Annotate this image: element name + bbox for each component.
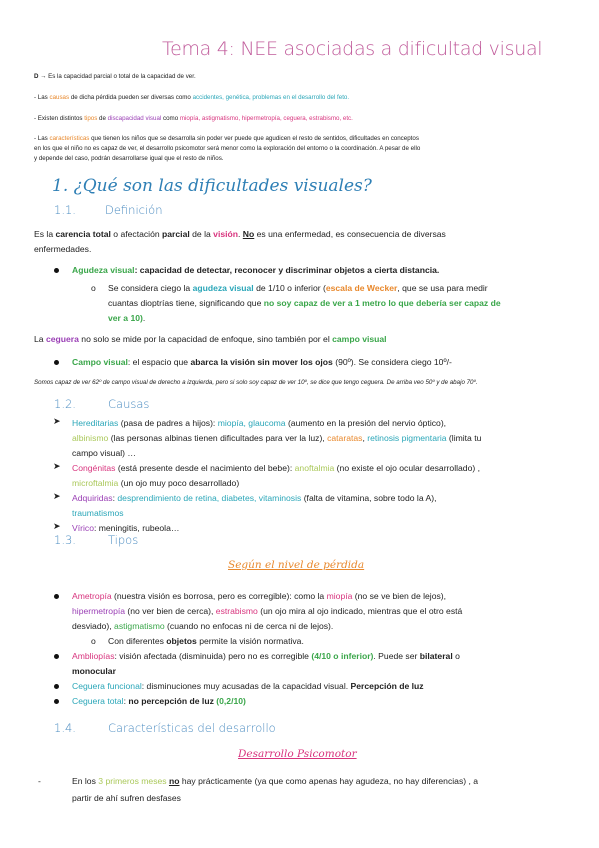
- desarrollo-subheading: Desarrollo Psicomotor: [238, 748, 357, 760]
- causa-virico: Vírico: meningitis, rubeola…: [72, 523, 180, 533]
- ciego-agudeza-line3: ver a 10).: [108, 313, 146, 323]
- tipos-subheading: Según el nivel de pérdida: [228, 559, 365, 571]
- tipo-ametropia-line3: desviado), astigmatismo (cuando no enfocas ni de cerca ni de lejos).: [72, 621, 334, 631]
- arrow-bullet-icon: ➤: [53, 461, 61, 471]
- page-title: Tema 4: NEE asociadas a dificultad visual: [162, 38, 543, 60]
- definition-paragraph-line2: enfermedades.: [34, 244, 92, 254]
- bullet-dot: [54, 699, 59, 704]
- tipo-ametropia-sub: Con diferentes objetos permite la visión normativa.: [108, 636, 304, 646]
- sub-bullet-marker: o: [91, 283, 96, 293]
- intro-causes: - Las causas de dicha pérdida pueden ser diversas como accidentes, genética, problemas en el desarrollo del feto.: [34, 94, 350, 101]
- ciego-agudeza-line2: cuantas dioptrías tiene, significando que no soy capaz de ver a 1 metro lo que debería ser capaz de: [108, 298, 501, 308]
- bullet-dot: [54, 268, 59, 273]
- tipo-ambliopias: Ambliopías: visión afectada (disminuida) pero no es corregible (4/10 o inferior). Puede ser bilateral o: [72, 651, 460, 661]
- tipo-ceguera-funcional: Ceguera funcional: disminuciones muy acusadas de la capacidad visual. Percepción de luz: [72, 681, 424, 691]
- bullet-dot: [54, 684, 59, 689]
- tipo-ametropia: Ametropía (nuestra visión es borrosa, pero es corregible): como la miopía (no se ve bien de lejos),: [72, 591, 447, 601]
- intro-characteristics: - Las características que tienen los niños que se desarrolla sin poder ver puede que agudicen el resto de sentidos, dificultades en conceptos: [34, 135, 419, 142]
- d-arrow-label: D →: [34, 73, 47, 80]
- intro-definition: D → Es la capacidad parcial o total de la capacidad de ver.: [34, 73, 196, 80]
- causa-adquiridas-line2: traumatismos: [72, 508, 124, 518]
- intro-types: - Existen distintos tipos de discapacidad visual como miopía, astigmatismo, hipermetropía, ceguera, estrabismo, etc.: [34, 115, 353, 122]
- arrow-bullet-icon: ➤: [53, 416, 61, 426]
- sub-bullet-marker: o: [91, 636, 96, 646]
- causa-congenitas-line2: microftalmia (un ojo muy poco desarrollado): [72, 478, 240, 488]
- ceguera-paragraph: La ceguera no solo se mide por la capacidad de enfoque, sino también por el campo visual: [34, 334, 387, 344]
- section-1-3-number: 1.3.: [54, 533, 76, 547]
- agudeza-visual-item: Agudeza visual: capacidad de detectar, reconocer y discriminar objetos a cierta distancia.: [72, 265, 440, 275]
- campo-visual-note: Somos capaz de ver 62º de campo visual de derecho a izquierda, pero si solo soy capaz de ver 10º, se dice que tengo ceguera. De arriba veo 50º y de abajo 70º.: [34, 379, 478, 386]
- section-1-2-number: 1.2.: [54, 397, 76, 411]
- section-1-heading: 1. ¿Qué son las dificultades visuales?: [52, 176, 372, 196]
- section-1-1-title: Definición: [105, 203, 163, 217]
- section-1-4-title: Características del desarrollo: [108, 721, 276, 735]
- intro-characteristics-line3: y depende del caso, podrán desarrollarse igual que el resto de niños.: [34, 155, 224, 162]
- dash-marker: -: [38, 776, 41, 786]
- bullet-dot: [54, 360, 59, 365]
- bullet-dot: [54, 594, 59, 599]
- section-1-1-number: 1.1.: [54, 203, 76, 217]
- intro-characteristics-line2: en los que el niño no es capaz de ver, el desarrollo psicomotor será menor como la exploración del entorno o la coordinación. A pesar de ello: [34, 145, 421, 152]
- desarrollo-line2: partir de ahí sufren desfases: [72, 793, 181, 803]
- causa-hereditarias-line3: campo visual) …: [72, 448, 136, 458]
- desarrollo-line1: En los 3 primeros meses no hay prácticamente (ya que como apenas hay agudeza, no hay diferencias) , a: [72, 776, 479, 786]
- section-1-2-title: Causas: [108, 397, 150, 411]
- section-1-4-number: 1.4.: [54, 721, 76, 735]
- arrow-bullet-icon: ➤: [53, 521, 61, 531]
- tipo-ametropia-line2: hipermetropía (no ver bien de cerca), estrabismo (un ojo mira al ojo indicado, mientras que el otro está: [72, 606, 463, 616]
- section-1-3-title: Tipos: [108, 533, 139, 547]
- arrow-bullet-icon: ➤: [53, 491, 61, 501]
- ciego-agudeza-item: Se considera ciego la agudeza visual de 1/10 o inferior (escala de Wecker, que se usa para medir: [108, 283, 488, 293]
- definition-paragraph: Es la carencia total o afectación parcial de la visión. No es una enfermedad, es consecuencia de diversas: [34, 229, 446, 239]
- bullet-dot: [54, 654, 59, 659]
- tipo-ambliopias-line2: monocular: [72, 666, 116, 676]
- causa-adquiridas: Adquiridas: desprendimiento de retina, diabetes, vitaminosis (falta de vitamina, sobre todo la A),: [72, 493, 437, 503]
- causa-hereditarias: Hereditarias (pasa de padres a hijos): miopía, glaucoma (aumento en la presión del nervio óptico),: [72, 418, 447, 428]
- campo-visual-item: Campo visual: el espacio que abarca la visión sin mover los ojos (90º). Se considera ciego 10º/-: [72, 357, 452, 367]
- causa-congenitas: Congénitas (está presente desde el nacimiento del bebe): anoftalmia (no existe el ojo ocular desarrollado) ,: [72, 463, 480, 473]
- causa-hereditarias-line2: albinismo (las personas albinas tienen dificultades para ver la luz), cataratas, retinosis pigmentaria (limita tu: [72, 433, 482, 443]
- tipo-ceguera-total: Ceguera total: no percepción de luz (0,2/10): [72, 696, 246, 706]
